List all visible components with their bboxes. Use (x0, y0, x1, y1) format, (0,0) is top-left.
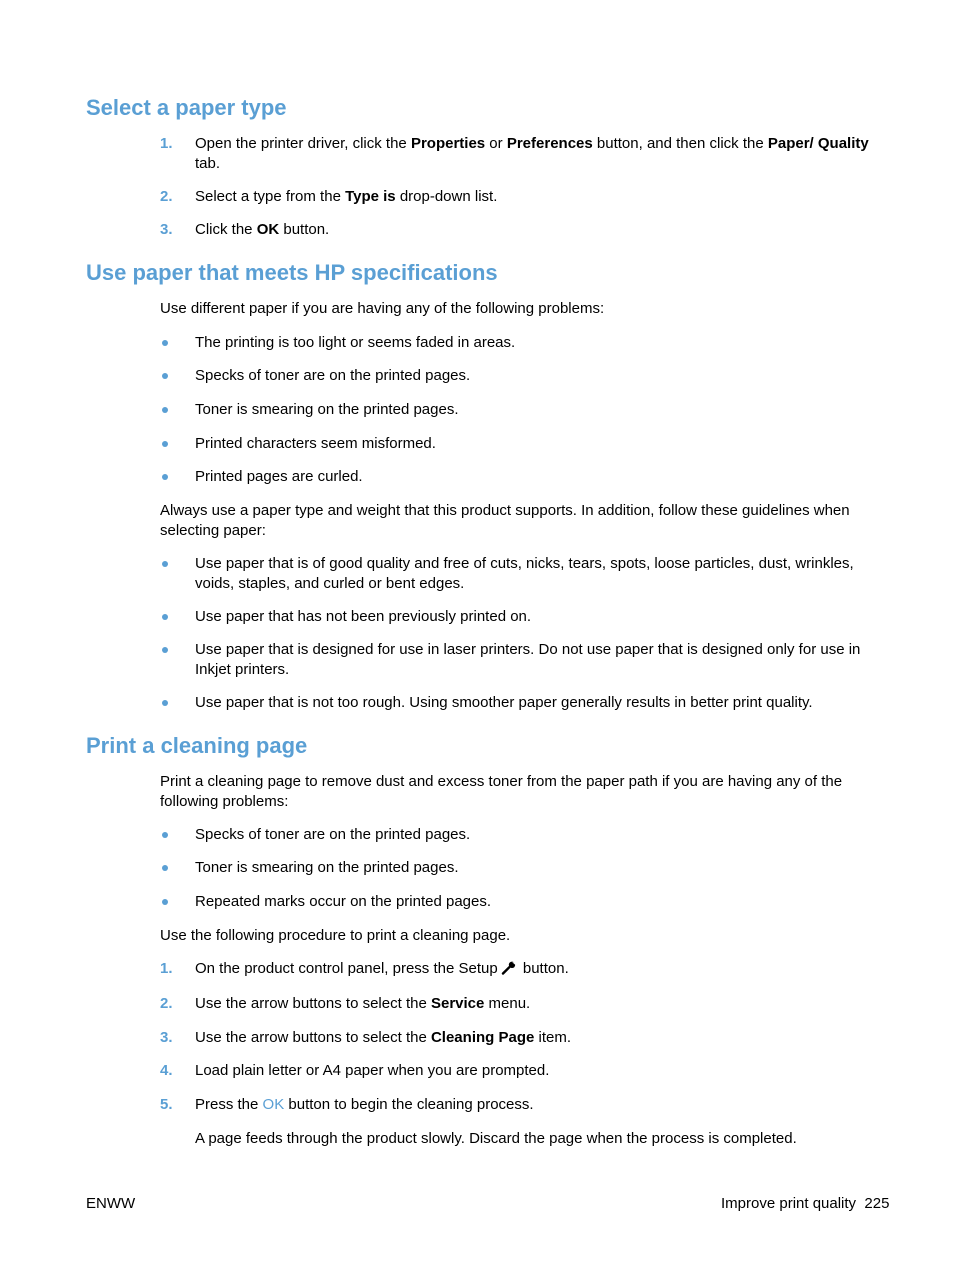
list-item (160, 134, 890, 173)
list-item: Specks of toner are on the printed pages. (160, 825, 890, 845)
bullet-dot-icon (162, 832, 168, 838)
wrench-icon (501, 961, 517, 981)
step-text: Load plain letter or A4 paper when you are prompted. (195, 1062, 550, 1079)
heading-print-cleaning-page: Print a cleaning page (86, 733, 308, 758)
ok-button-label: OK (262, 1096, 285, 1113)
list-item: Printed characters seem misformed. (160, 434, 890, 454)
step-number: 1. (160, 960, 173, 977)
step-number: 4. (160, 1062, 173, 1079)
paragraph: Print a cleaning page to remove dust and excess toner from the paper path if you are having any of the following problems: (160, 773, 843, 810)
step-number: 1. (160, 135, 173, 152)
list-item (160, 187, 890, 207)
list-item (160, 1095, 890, 1115)
list-item (160, 994, 890, 1014)
list-item: Use paper that is designed for use in laser printers. Do not use paper that is designed only for use in Inkjet printers. (160, 640, 890, 679)
paragraph: Use the following procedure to print a cleaning page. (160, 927, 511, 944)
list-item (160, 1061, 890, 1081)
bullet-dot-icon (162, 407, 168, 413)
list-item: Printed pages are curled. (160, 467, 890, 487)
bullet-dot-icon (162, 700, 168, 706)
step-text: Use the arrow buttons to select the Service menu. (195, 995, 531, 1012)
bullet-dot-icon (162, 647, 168, 653)
list-item: Repeated marks occur on the printed pages. (160, 892, 890, 912)
bullet-dot-icon (162, 340, 168, 346)
bullet-dot-icon (162, 373, 168, 379)
list-item (160, 220, 890, 240)
list-item (160, 1028, 890, 1048)
list-item: The printing is too light or seems faded in areas. (160, 333, 890, 353)
step-note: A page feeds through the product slowly. Discard the page when the process is completed. (195, 1130, 797, 1147)
page-number: 225 (864, 1195, 890, 1212)
list-item (160, 959, 890, 981)
list-item: Specks of toner are on the printed pages. (160, 366, 890, 386)
bullet-dot-icon (162, 474, 168, 480)
bullet-dot-icon (162, 441, 168, 447)
footer-chapter-title: Improve print quality (721, 1195, 857, 1212)
bullet-dot-icon (162, 614, 168, 620)
heading-select-paper-type: Select a paper type (86, 95, 287, 120)
step-text: Use the arrow buttons to select the Cleaning Page item. (195, 1029, 572, 1046)
list-item: Use paper that is not too rough. Using smoother paper generally results in better print quality. (160, 693, 890, 713)
step-number: 5. (160, 1096, 173, 1113)
step-text: Click the OK button. (195, 221, 330, 238)
step-number: 3. (160, 1029, 173, 1046)
paragraph: Use different paper if you are having any of the following problems: (160, 300, 605, 317)
step-number: 3. (160, 221, 173, 238)
bullet-dot-icon (162, 899, 168, 905)
step-text: On the product control panel, press the Setup button. (195, 959, 890, 981)
list-item: Use paper that has not been previously printed on. (160, 607, 890, 627)
list-item: Toner is smearing on the printed pages. (160, 858, 890, 878)
step-number: 2. (160, 188, 173, 205)
step-text: Press the OK button to begin the cleaning process. (195, 1096, 534, 1113)
footer-left: ENWW (86, 1195, 136, 1212)
footer-right (721, 1194, 889, 1213)
list-item: Use paper that is of good quality and free of cuts, nicks, tears, spots, loose particles, dust, wrinkles, voids, staples, and curled or bent edges. (160, 554, 890, 593)
list-item: Toner is smearing on the printed pages. (160, 400, 890, 420)
bullet-dot-icon (162, 561, 168, 567)
bullet-dot-icon (162, 865, 168, 871)
heading-hp-specifications: Use paper that meets HP specifications (86, 260, 498, 285)
step-text: Open the printer driver, click the Properties or Preferences button, and then click the Paper/ Quality tab. (195, 135, 869, 172)
step-text: Select a type from the Type is drop-down list. (195, 188, 498, 205)
paragraph: Always use a paper type and weight that this product supports. In addition, follow these guidelines when selecting paper: (160, 502, 850, 539)
step-number: 2. (160, 995, 173, 1012)
